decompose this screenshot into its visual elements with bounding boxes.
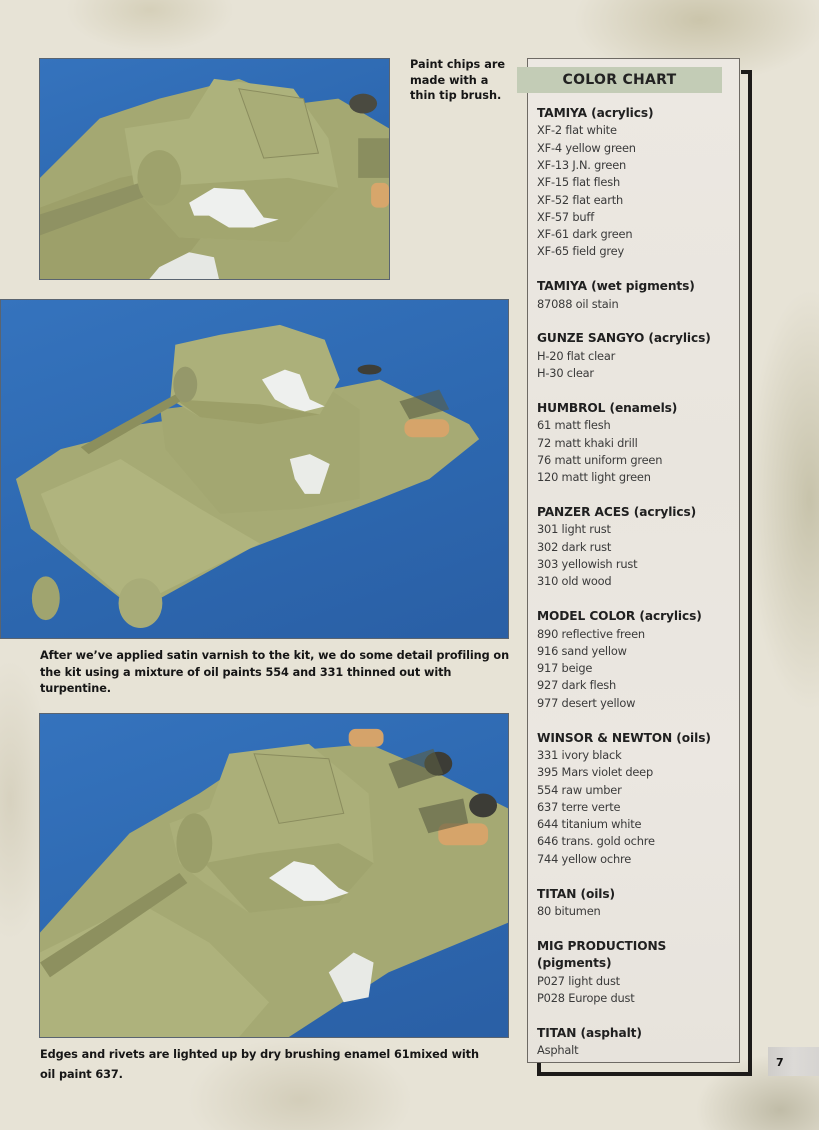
paint-item: XF-65 field grey: [537, 244, 624, 259]
photo-tank-three-quarter-view: [0, 299, 509, 639]
brand-group-panzer-aces: [537, 504, 737, 591]
brand-title: TITAN (asphalt): [537, 1025, 642, 1040]
brand-group-titan-oils: [537, 886, 737, 921]
paint-item: 637 terre verte: [537, 799, 621, 814]
paint-item: 303 yellowish rust: [537, 557, 638, 572]
caption-satin-varnish: After we’ve applied satin varnish to the kit, we do some detail profiling on the kit using a mixture of oil paints 554 and 331 thinned out with turpentine.: [40, 649, 510, 695]
paint-item: 927 dark flesh: [537, 678, 617, 693]
caption-paint-chips: Paint chips are made with a thin tip brush.: [410, 58, 506, 102]
tank-model-image: [40, 59, 389, 279]
paint-item: 977 desert yellow: [537, 695, 636, 710]
paint-item: XF-52 flat earth: [537, 192, 623, 207]
paint-item: 644 titanium white: [537, 817, 642, 832]
photo-tank-top-view: [39, 713, 509, 1038]
brand-title: PANZER ACES (acrylics): [537, 505, 697, 520]
brand-title: TITAN (oils): [537, 886, 616, 901]
brand-group-titan-asphalt: [537, 1025, 737, 1060]
paint-item: 301 light rust: [537, 522, 611, 537]
brand-title: MIG PRODUCTIONS (pigments): [537, 938, 667, 971]
paint-item: 916 sand yellow: [537, 643, 627, 658]
brand-group-winsor-newton: [537, 730, 737, 868]
paint-item: XF-57 buff: [537, 209, 595, 224]
tank-model-image: [1, 300, 508, 638]
brand-group-tamiya-acrylics: [537, 105, 737, 261]
brand-title: WINSOR & NEWTON (oils): [537, 730, 711, 745]
paint-item: XF-4 yellow green: [537, 140, 636, 155]
paint-item: 76 matt uniform green: [537, 452, 663, 467]
photo-tank-turret-closeup: [39, 58, 390, 280]
paint-item: 87088 oil stain: [537, 296, 619, 311]
paint-item: H-30 clear: [537, 366, 594, 381]
paint-item: Asphalt: [537, 1043, 579, 1058]
brand-group-humbrol: [537, 400, 737, 487]
caption-dry-brushing: Edges and rivets are lighted up by dry brushing enamel 61mixed with oil paint 637.: [40, 1048, 479, 1081]
color-chart-list: [537, 105, 737, 1077]
paint-item: 395 Mars violet deep: [537, 765, 654, 780]
brand-title: TAMIYA (wet pigments): [537, 279, 695, 294]
paint-item: 646 trans. gold ochre: [537, 834, 655, 849]
brand-group-model-color: [537, 608, 737, 712]
paint-item: 310 old wood: [537, 574, 612, 589]
paint-item: 890 reflective freen: [537, 626, 645, 641]
paint-item: 61 matt flesh: [537, 418, 611, 433]
paint-item: 331 ivory black: [537, 747, 622, 762]
paint-item: 80 bitumen: [537, 903, 601, 918]
brand-title: HUMBROL (enamels): [537, 400, 678, 415]
paint-item: 744 yellow ochre: [537, 851, 632, 866]
paint-item: XF-15 flat flesh: [537, 175, 620, 190]
brand-title: TAMIYA (acrylics): [537, 106, 654, 120]
paint-item: 917 beige: [537, 661, 593, 676]
brand-group-mig-productions: [537, 938, 737, 1007]
paint-item: P028 Europe dust: [537, 990, 635, 1005]
paint-item: XF-13 J.N. green: [537, 158, 627, 172]
paint-item: 120 matt light green: [537, 470, 651, 485]
paint-item: XF-61 dark green: [537, 227, 633, 242]
paint-item: P027 light dust: [537, 973, 620, 988]
page-number: 7: [768, 1047, 819, 1076]
tank-model-image: [40, 714, 508, 1037]
brand-title: MODEL COLOR (acrylics): [537, 609, 702, 624]
paint-item: 72 matt khaki drill: [537, 435, 638, 450]
color-chart-title: COLOR CHART: [517, 67, 722, 93]
paint-item: XF-2 flat white: [537, 123, 617, 138]
brand-group-gunze-sangyo: [537, 330, 737, 382]
paint-item: H-20 flat clear: [537, 348, 616, 363]
paint-item: 302 dark rust: [537, 539, 612, 554]
brand-title: GUNZE SANGYO (acrylics): [537, 331, 711, 346]
paint-item: 554 raw umber: [537, 782, 622, 797]
brand-group-tamiya-wet-pigments: [537, 278, 737, 313]
